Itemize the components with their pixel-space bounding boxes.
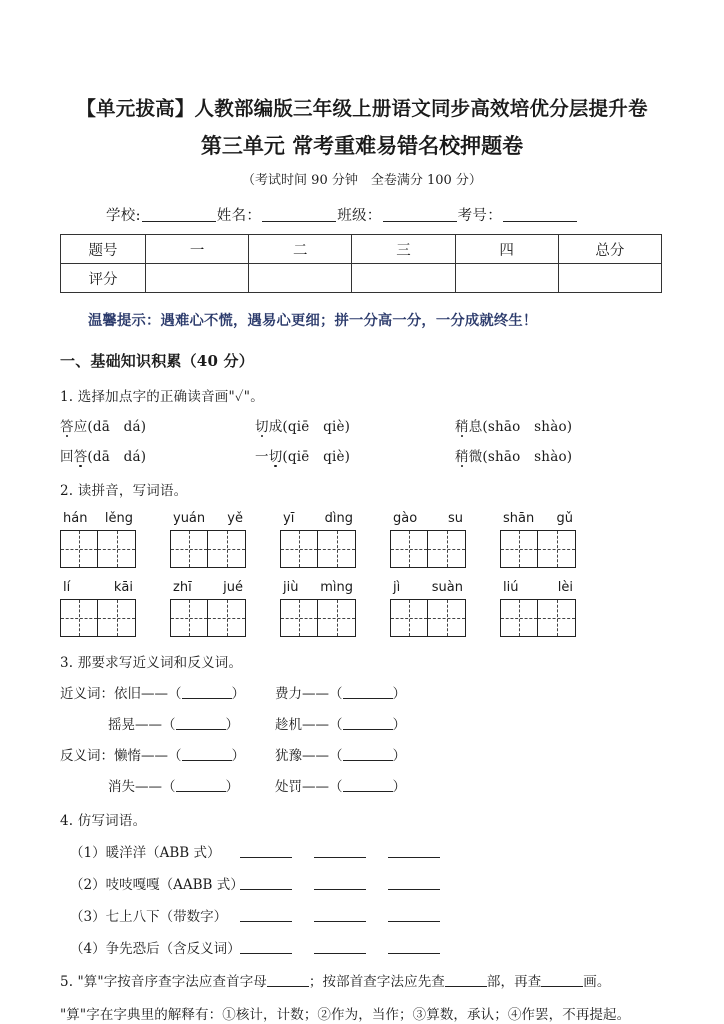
- pinyin-grid-group: [170, 511, 246, 568]
- q4-answer-blank[interactable]: [314, 846, 366, 858]
- score-cell-3[interactable]: [455, 264, 558, 293]
- question-1-row-1: [60, 415, 664, 435]
- q1-dotted-char: 切: [255, 415, 269, 435]
- tianzige-cell[interactable]: [390, 530, 428, 568]
- section-heading-1: 一、基础知识积累（40 分）: [60, 352, 254, 371]
- q1-item-0-2[interactable]: [455, 415, 572, 435]
- pinyin-grid-group: [500, 580, 576, 637]
- pinyin-syllable-2: dìng: [324, 511, 353, 527]
- question-5-line-1: [60, 970, 664, 990]
- score-table-col-2: 三: [352, 235, 455, 264]
- tianzige-cell[interactable]: [98, 599, 136, 637]
- pinyin-syllable-1: yuán: [173, 511, 206, 527]
- q3-close-paren: ）: [231, 748, 245, 765]
- q1-options[interactable]: (dā dá): [87, 449, 147, 466]
- pinyin-label: [500, 580, 576, 599]
- q4-answer-blank[interactable]: [388, 942, 440, 954]
- q1-post: 息: [468, 419, 483, 436]
- tianzige-cell[interactable]: [318, 599, 356, 637]
- question-4-item-1: [60, 873, 664, 893]
- q3-close-paren: ）: [231, 686, 245, 703]
- q3-word-prompt: 摇晃——（: [108, 717, 176, 734]
- question-2-grid-row-2: [60, 580, 664, 637]
- pinyin-grid-group: [390, 580, 466, 637]
- name-label: 姓名：: [216, 208, 262, 225]
- q3-word-prompt: 依旧——（: [114, 686, 182, 703]
- q1-options[interactable]: (shāo shào): [482, 449, 573, 466]
- tianzige-cell[interactable]: [390, 599, 428, 637]
- score-table-col-1: 二: [249, 235, 352, 264]
- pinyin-syllable-2: yě: [227, 511, 243, 527]
- question-1-prompt: 1. 选择加点字的正确读音画"✓"。: [60, 389, 264, 406]
- q3-right-cell: [275, 717, 406, 733]
- pinyin-syllable-1: hán: [63, 511, 88, 527]
- q3-close-paren: ）: [392, 779, 406, 796]
- score-table-col-3: 四: [455, 235, 558, 264]
- pinyin-label: [280, 580, 356, 599]
- pinyin-syllable-2: su: [447, 511, 463, 527]
- q3-right-cell: [275, 779, 406, 795]
- q3-word-prompt: 懒惰——（: [114, 748, 182, 765]
- pinyin-grid-group: [60, 580, 136, 637]
- q1-pre: 一: [255, 449, 269, 466]
- tianzige-cell[interactable]: [500, 599, 538, 637]
- q3-answer-blank[interactable]: [343, 718, 393, 730]
- q1-item-1-0[interactable]: [60, 445, 255, 465]
- pinyin-syllable-2: kāi: [113, 580, 133, 596]
- pinyin-label: [60, 511, 136, 530]
- name-input-blank[interactable]: [262, 208, 336, 222]
- q3-answer-blank[interactable]: [176, 780, 226, 792]
- q4-answer-blank[interactable]: [388, 878, 440, 890]
- q1-post: 微: [468, 449, 483, 466]
- score-table: [60, 234, 662, 293]
- q1-dotted-char: 稍: [455, 415, 469, 435]
- question-3-prompt: 3. 那要求写近义词和反义词。: [60, 655, 243, 672]
- tianzige-box[interactable]: [60, 599, 136, 637]
- question-2-grid-row-1: [60, 511, 664, 568]
- pinyin-syllable-2: mìng: [320, 580, 353, 596]
- tianzige-cell[interactable]: [538, 599, 576, 637]
- q4-item-label: （2）吱吱嘎嘎（AABB 式）: [70, 877, 244, 894]
- tianzige-box[interactable]: [500, 530, 576, 568]
- q3-answer-blank[interactable]: [176, 718, 226, 730]
- score-table-col-4: 总分: [558, 235, 661, 264]
- q1-dotted-char: 答: [74, 445, 88, 465]
- score-table-row-label-1: 评分: [61, 264, 146, 293]
- pinyin-label: [170, 580, 246, 599]
- q3-close-paren: ）: [392, 686, 406, 703]
- pinyin-label: [390, 511, 466, 530]
- exam-time-score-note: （考试时间 90 分钟 全卷满分 100 分）: [242, 172, 482, 188]
- question-4-item-2: [60, 905, 664, 925]
- pinyin-syllable-2: lèi: [557, 580, 573, 596]
- q3-answer-blank[interactable]: [182, 749, 232, 761]
- q1-post: 成: [268, 419, 283, 436]
- question-1-row-2: [60, 445, 664, 465]
- q1-post: 应: [73, 419, 88, 436]
- q1-dotted-char: 答: [60, 415, 74, 435]
- q3-left-cell: [60, 713, 275, 733]
- pinyin-syllable-1: jì: [393, 580, 401, 596]
- q1-options[interactable]: (shāo shào): [482, 419, 573, 436]
- pinyin-syllable-2: suàn: [431, 580, 463, 596]
- pinyin-grid-group: [60, 511, 136, 568]
- q1-options[interactable]: (qiē qiè): [282, 449, 351, 466]
- q1-options[interactable]: (dā dá): [87, 419, 147, 436]
- exam-no-label: 考号：: [457, 208, 503, 225]
- q5-text-c: 部，再查: [486, 974, 542, 991]
- school-label: 学校:: [106, 208, 141, 225]
- pinyin-grid-group: [170, 580, 246, 637]
- q4-answer-blank[interactable]: [314, 878, 366, 890]
- q3-word-prompt: 犹豫——（: [275, 748, 343, 765]
- tianzige-cell[interactable]: [170, 530, 208, 568]
- q3-right-cell: [275, 748, 406, 764]
- q1-dotted-char: 切: [269, 445, 283, 465]
- q3-close-paren: ）: [225, 779, 239, 796]
- q3-word-prompt: 费力——（: [275, 686, 343, 703]
- pinyin-syllable-1: gào: [393, 511, 418, 527]
- q1-item-0-0[interactable]: [60, 415, 255, 435]
- q5-answer-blank[interactable]: [541, 975, 583, 987]
- q1-item-0-1[interactable]: [255, 415, 455, 435]
- tianzige-box[interactable]: [60, 530, 136, 568]
- q4-answer-blank[interactable]: [314, 910, 366, 922]
- pinyin-grid-group: [280, 580, 356, 637]
- question-5-line-2: "算"字在字典里的解释有：①核计，计数；②作为，当作；③算数，承认；④作罢，不再提起。: [60, 1007, 631, 1024]
- pinyin-syllable-2: jué: [223, 580, 243, 596]
- q4-answer-blank[interactable]: [240, 910, 292, 922]
- pinyin-syllable-2: gǔ: [556, 511, 573, 527]
- question-2-prompt: 2. 读拼音，写词语。: [60, 483, 188, 500]
- tianzige-cell[interactable]: [280, 599, 318, 637]
- pinyin-grid-group: [500, 511, 576, 568]
- exam-no-input-blank[interactable]: [503, 208, 577, 222]
- tianzige-cell[interactable]: [60, 530, 98, 568]
- q4-item-label: （3）七上八下（带数字）: [70, 909, 228, 926]
- q3-right-cell: [275, 686, 406, 702]
- q3-word-prompt: 趁机——（: [275, 717, 343, 734]
- pinyin-syllable-1: lí: [63, 580, 71, 596]
- question-3-line-2: [60, 744, 664, 764]
- question-4-prompt: 4. 仿写词语。: [60, 813, 147, 830]
- tianzige-cell[interactable]: [318, 530, 356, 568]
- q3-close-paren: ）: [392, 717, 406, 734]
- q5-text-b: ；按部首查字法应先查: [308, 974, 445, 991]
- warm-tip-text: 温馨提示：遇难心不慌，遇易心更细；拼一分高一分，一分成就终生！: [88, 313, 538, 330]
- q3-left-cell: [60, 744, 275, 764]
- q4-item-label: （1）暖洋洋（ABB 式）: [70, 845, 221, 862]
- tianzige-box[interactable]: [280, 530, 356, 568]
- tianzige-cell[interactable]: [500, 530, 538, 568]
- question-3-line-3: [60, 775, 664, 795]
- pinyin-syllable-1: jiù: [283, 580, 299, 596]
- page-title-main: 【单元拔高】人教部编版三年级上册语文同步高效培优分层提升卷: [76, 97, 648, 120]
- tianzige-box[interactable]: [280, 599, 356, 637]
- q3-close-paren: ）: [225, 717, 239, 734]
- score-table-col-0: 一: [146, 235, 249, 264]
- q1-pre: 回: [60, 449, 74, 466]
- q1-options[interactable]: (qiē qiè): [282, 419, 351, 436]
- pinyin-label: [390, 580, 466, 599]
- pinyin-grid-group: [390, 511, 466, 568]
- tianzige-cell[interactable]: [538, 530, 576, 568]
- q3-answer-blank[interactable]: [343, 749, 393, 761]
- tianzige-box[interactable]: [170, 530, 246, 568]
- q3-answer-blank[interactable]: [343, 780, 393, 792]
- q3-left-cell: [60, 775, 275, 795]
- score-cell-4[interactable]: [558, 264, 661, 293]
- q4-answer-blank[interactable]: [240, 846, 292, 858]
- tianzige-box[interactable]: [170, 599, 246, 637]
- pinyin-grid-group: [280, 511, 356, 568]
- question-4-item-0: [60, 841, 664, 861]
- tianzige-cell[interactable]: [98, 530, 136, 568]
- pinyin-label: [500, 511, 576, 530]
- tianzige-cell[interactable]: [60, 599, 98, 637]
- page-content: [60, 0, 664, 1023]
- class-label: 班级：: [337, 208, 382, 225]
- tianzige-cell[interactable]: [208, 530, 246, 568]
- tianzige-box[interactable]: [390, 530, 466, 568]
- tianzige-box[interactable]: [390, 599, 466, 637]
- q1-dotted-char: 稍: [455, 445, 469, 465]
- pinyin-syllable-2: lěng: [104, 511, 133, 527]
- q5-text-d: 画。: [583, 974, 611, 991]
- q4-item-label: （4）争先恐后（含反义词）: [70, 941, 241, 958]
- q3-word-prompt: 消失——（: [108, 779, 176, 796]
- q4-answer-blank[interactable]: [388, 846, 440, 858]
- q3-answer-blank[interactable]: [343, 687, 393, 699]
- score-cell-0[interactable]: [146, 264, 249, 293]
- q4-answer-blank[interactable]: [240, 942, 292, 954]
- score-cell-2[interactable]: [352, 264, 455, 293]
- q4-answer-blank[interactable]: [388, 910, 440, 922]
- pinyin-label: [170, 511, 246, 530]
- class-input-blank[interactable]: [383, 208, 457, 222]
- q4-answer-blank[interactable]: [314, 942, 366, 954]
- question-3-line-0: [60, 682, 664, 702]
- pinyin-label: [280, 511, 356, 530]
- table-row-header: [61, 235, 662, 264]
- pinyin-label: [60, 580, 136, 599]
- q3-close-paren: ）: [392, 748, 406, 765]
- pinyin-syllable-1: yī: [283, 511, 295, 527]
- q5-answer-blank[interactable]: [445, 975, 487, 987]
- q5-answer-blank[interactable]: [267, 975, 309, 987]
- score-table-row-label-0: 题号: [61, 235, 146, 264]
- table-row-scores: [61, 264, 662, 293]
- question-4-item-3: [60, 937, 664, 957]
- q3-category-label: 反义词：: [60, 748, 114, 765]
- q4-answer-blank[interactable]: [240, 878, 292, 890]
- question-3-line-1: [60, 713, 664, 733]
- tianzige-cell[interactable]: [170, 599, 208, 637]
- tianzige-cell[interactable]: [428, 530, 466, 568]
- q1-item-1-2[interactable]: [455, 445, 572, 465]
- pinyin-syllable-1: liú: [503, 580, 519, 596]
- q3-left-cell: [60, 682, 275, 702]
- tianzige-box[interactable]: [500, 599, 576, 637]
- page-title-sub: 第三单元 常考重难易错名校押题卷: [200, 133, 524, 159]
- pinyin-syllable-1: zhī: [173, 580, 192, 596]
- q3-word-prompt: 处罚——（: [275, 779, 343, 796]
- pinyin-syllable-1: shān: [503, 511, 535, 527]
- q3-answer-blank[interactable]: [182, 687, 232, 699]
- school-input-blank[interactable]: [142, 208, 216, 222]
- score-cell-1[interactable]: [249, 264, 352, 293]
- q5-text-a: 5. "算"字按音序查字法应查首字母: [60, 974, 267, 991]
- q3-category-label: 近义词：: [60, 686, 114, 703]
- tianzige-cell[interactable]: [280, 530, 318, 568]
- student-info-line: [60, 204, 664, 225]
- q1-item-1-1[interactable]: [255, 445, 455, 465]
- tianzige-cell[interactable]: [208, 599, 246, 637]
- tianzige-cell[interactable]: [428, 599, 466, 637]
